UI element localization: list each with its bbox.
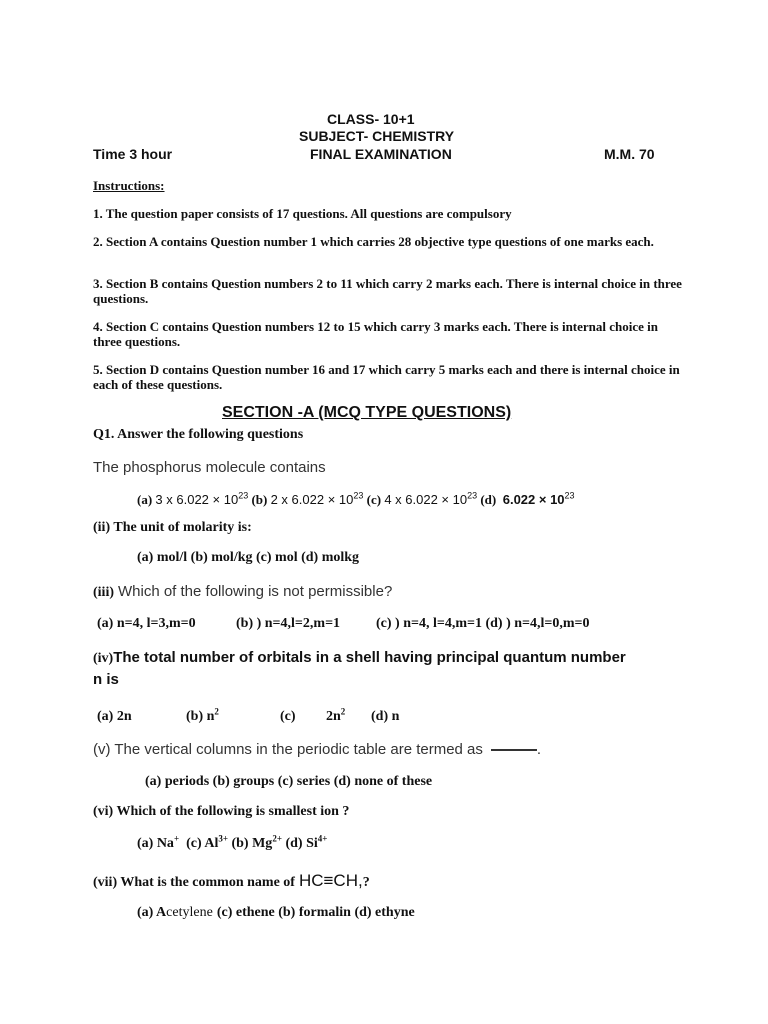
option-iv-c-value: $2n^2$: [326, 706, 346, 724]
option-iv-a: (a) 2n: [97, 709, 132, 724]
options-vi: (a) Na+ (c) $Al^{3+}$ (b) $Mg^{2+}$ (d) $Si^{4+}$: [137, 833, 328, 851]
section-title: SECTION -A (MCQ TYPE QUESTIONS): [222, 404, 512, 421]
exam-title: FINAL EXAMINATION: [310, 146, 452, 162]
option-iii-b: (b) ) n=4,l=2,m=1: [236, 616, 341, 631]
options-ii: (a) mol/l (b) mol/kg (c) mol (d) molkg: [137, 550, 360, 565]
question-iv: (iv)The total number of orbitals in a shell having principal quantum number: [93, 649, 626, 666]
class-heading: CLASS- 10+1: [327, 111, 415, 127]
blank-line: [491, 749, 537, 751]
options-v: (a) periods (b) groups (c) series (d) none of these: [145, 774, 433, 789]
instruction-item: 5. Section D contains Question number 16 and 17 which carry 5 marks each and there is internal choice in each of these questions.: [93, 362, 680, 392]
instructions-title: Instructions:: [93, 178, 165, 193]
option-iii-a: (a) n=4, l=3,m=0: [97, 616, 196, 631]
instruction-item: 3. Section B contains Question numbers 2 to 11 which carry 2 marks each. There is internal choice in three questions.: [93, 276, 682, 306]
time-label: Time 3 hour: [93, 146, 173, 162]
subject-heading: SUBJECT- CHEMISTRY: [299, 128, 455, 144]
question-iii: (iii) Which of the following is not permissible?: [93, 583, 393, 600]
q1-heading: Q1. Answer the following questions: [93, 427, 304, 442]
options-i: (a) 3 x $6.022 \times 10^{23}$ (b) 2 x $6.022 \times 10^{23}$ (c) 4 x $6.022 \times 10^{23}$ (d) $6.022 \times 10^{23}$: [137, 490, 575, 507]
instruction-item: 4. Section C contains Question numbers 12 to 15 which carry 3 marks each. There is internal choice in three questions.: [93, 319, 659, 349]
question-iv-cont: n is: [93, 671, 119, 688]
option-iv-c: (c): [280, 709, 296, 724]
question-v: (v) The vertical columns in the periodic table are termed as .: [93, 741, 542, 758]
question-ii: (ii) The unit of molarity is:: [93, 520, 252, 535]
question-vi: (vi) Which of the following is smallest ion ?: [93, 804, 350, 819]
options-vii: (a) Acetylene (c) ethene (b) formalin (d) ethyne: [137, 905, 415, 920]
question-vii: (vii) What is the common name of HC≡CH,?: [93, 871, 370, 890]
instruction-item: 1. The question paper consists of 17 questions. All questions are compulsory: [93, 206, 512, 221]
option-iv-b: (b) $n^2$: [186, 706, 219, 724]
option-iii-c: (c) ) n=4, l=4,m=1 (d) ) n=4,l=0,m=0: [376, 616, 590, 631]
option-iv-d: (d) n: [371, 709, 400, 724]
question-i: The phosphorus molecule contains: [93, 459, 326, 476]
instruction-item: 2. Section A contains Question number 1 which carries 28 objective type questions of one marks each.: [93, 234, 654, 249]
max-marks: M.M. 70: [604, 146, 655, 162]
